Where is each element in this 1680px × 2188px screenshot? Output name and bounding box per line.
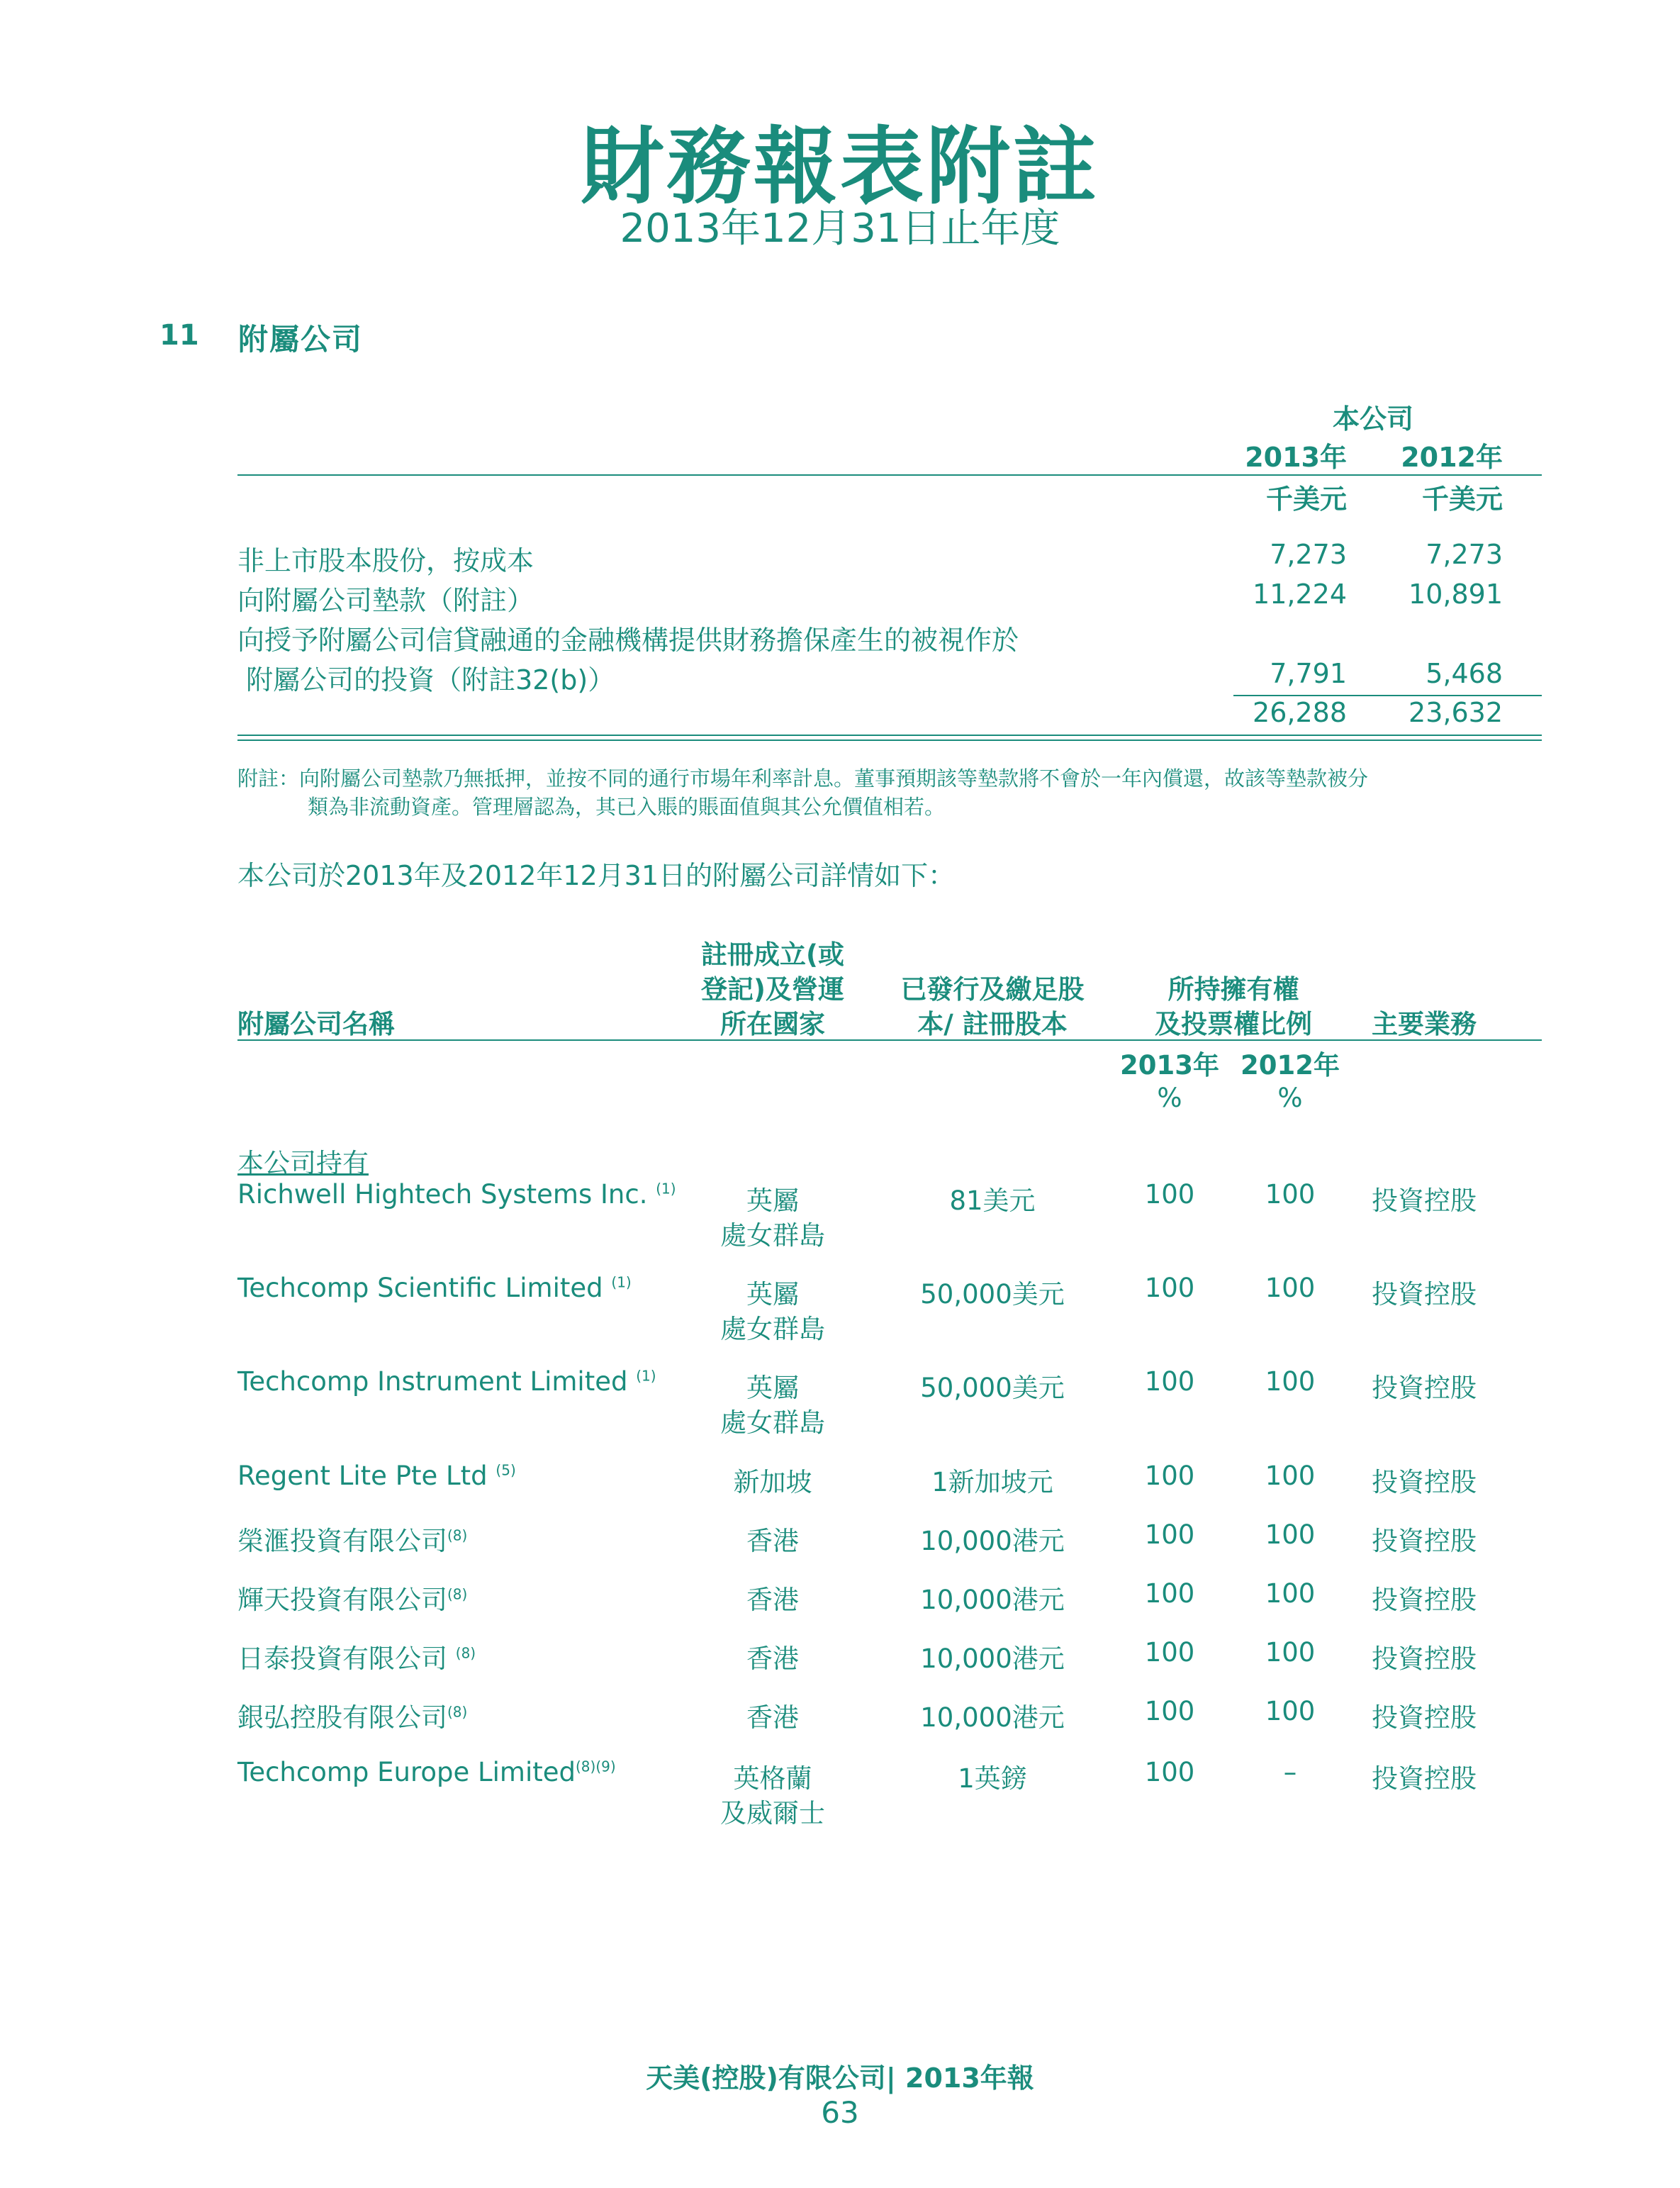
subsidiary-pct-2012: 100 xyxy=(1265,1179,1316,1210)
subsidiary-capital: 50,000美元 xyxy=(920,1279,1065,1310)
subsidiary-name: Techcomp Instrument Limited $^{(1)}$ xyxy=(237,1366,656,1397)
subsidiary-business: 投資控股 xyxy=(1372,1185,1477,1216)
col-header-pct: % xyxy=(1277,1083,1303,1113)
subsidiary-pct-2013: 100 xyxy=(1144,1519,1195,1550)
table1-row-value: 10,891 xyxy=(1409,579,1503,610)
subsidiary-name: 日泰投資有限公司 $^{(8)}$ xyxy=(237,1643,476,1674)
table1-row-value: 11,224 xyxy=(1253,579,1347,610)
col-header-country: 註冊成立(或 xyxy=(701,939,844,970)
subsidiary-name: Techcomp Scientific Limited $^{(1)}$ xyxy=(237,1273,632,1303)
subsidiary-business: 投資控股 xyxy=(1372,1763,1477,1794)
subsidiary-name: 輝天投資有限公司$^{(8)}$ xyxy=(237,1585,468,1615)
col-header-country: 登記)及營運 xyxy=(701,974,844,1005)
subsidiary-country: 處女群島 xyxy=(720,1407,825,1438)
subsidiary-business: 投資控股 xyxy=(1372,1585,1477,1615)
table1-header-rule xyxy=(237,474,1542,476)
col-header-country: 所在國家 xyxy=(720,1009,825,1039)
subsidiary-capital: 10,000港元 xyxy=(920,1585,1065,1615)
subsidiary-country: 英屬 xyxy=(746,1185,799,1216)
subtotal-rule xyxy=(1233,695,1542,696)
col-header-capital: 已發行及繳足股 xyxy=(900,974,1085,1005)
col-header-2012: 2012年 xyxy=(1241,1050,1340,1081)
table1-group-header: 本公司 xyxy=(1333,403,1414,435)
table1-year-2013: 2013年 xyxy=(1245,442,1347,473)
subsidiary-pct-2013: 100 xyxy=(1144,1179,1195,1210)
subsidiary-country: 新加坡 xyxy=(733,1467,812,1497)
section-number: 11 xyxy=(159,319,199,352)
subsidiary-pct-2013: 100 xyxy=(1144,1757,1195,1787)
subsidiary-pct-2013: 100 xyxy=(1144,1461,1195,1491)
subsidiary-pct-2012: – xyxy=(1283,1757,1297,1787)
subsidiary-country: 香港 xyxy=(746,1585,799,1615)
subsidiary-pct-2012: 100 xyxy=(1265,1578,1316,1609)
subsidiary-capital: 10,000港元 xyxy=(920,1526,1065,1556)
subsidiary-pct-2013: 100 xyxy=(1144,1273,1195,1303)
col-header-2013: 2013年 xyxy=(1120,1050,1219,1081)
section-title: 附屬公司 xyxy=(238,322,364,357)
col-header-capital: 本/ 註冊股本 xyxy=(917,1009,1068,1039)
table1-unit-2013: 千美元 xyxy=(1265,484,1347,515)
subsidiary-business: 投資控股 xyxy=(1372,1373,1477,1403)
table1-unit-2012: 千美元 xyxy=(1421,484,1503,515)
table1-row-label: 向附屬公司墊款（附註） xyxy=(237,585,534,616)
subsidiary-name: Regent Lite Pte Ltd $^{(5)}$ xyxy=(237,1461,516,1491)
note-line-2: 類為非流動資產。管理層認為，其已入賬的賬面值與其公允價值相若。 xyxy=(308,795,946,819)
table1-row-value: 7,273 xyxy=(1426,539,1503,570)
table1-row-value: 7,273 xyxy=(1270,539,1347,570)
subsidiary-capital: 1英鎊 xyxy=(958,1763,1027,1794)
subsidiary-pct-2013: 100 xyxy=(1144,1696,1195,1726)
col-header-ratio: 及投票權比例 xyxy=(1155,1009,1312,1039)
col-header-name: 附屬公司名稱 xyxy=(237,1009,395,1039)
subsidiary-business: 投資控股 xyxy=(1372,1702,1477,1733)
subsidiary-business: 投資控股 xyxy=(1372,1643,1477,1674)
subsidiary-capital: 81美元 xyxy=(949,1185,1036,1216)
subsidiary-country: 香港 xyxy=(746,1643,799,1674)
subsidiary-country: 處女群島 xyxy=(720,1314,825,1344)
col-header-pct: % xyxy=(1157,1083,1182,1113)
col-header-ratio: 所持擁有權 xyxy=(1167,974,1299,1005)
page-subtitle: 2013年12月31日止年度 xyxy=(620,206,1060,252)
subsidiary-country: 香港 xyxy=(746,1526,799,1556)
subsidiary-business: 投資控股 xyxy=(1372,1526,1477,1556)
subsidiary-pct-2012: 100 xyxy=(1265,1273,1316,1303)
table1-year-2012: 2012年 xyxy=(1401,442,1503,473)
table1-row-value: 5,468 xyxy=(1426,658,1503,689)
note-line-1: 附註：向附屬公司墊款乃無抵押，並按不同的通行市場年利率計息。董事預期該等墊款將不會於一年內償還，故該等墊款被分 xyxy=(237,766,1369,791)
subsidiary-pct-2013: 100 xyxy=(1144,1637,1195,1668)
subsidiary-country: 香港 xyxy=(746,1702,799,1733)
subsidiary-country: 英屬 xyxy=(746,1373,799,1403)
subsidiary-capital: 1新加坡元 xyxy=(931,1467,1053,1497)
page-number: 63 xyxy=(821,2095,859,2130)
subsidiary-country: 處女群島 xyxy=(720,1220,825,1251)
subsidiaries-intro: 本公司於2013年及2012年12月31日的附屬公司詳情如下： xyxy=(237,860,956,891)
subsidiary-name: 銀弘控股有限公司$^{(8)}$ xyxy=(237,1702,468,1733)
table1-row-label: 向授予附屬公司信貸融通的金融機構提供財務擔保產生的被視作於 xyxy=(237,625,1019,656)
table1-total-2013: 26,288 xyxy=(1253,697,1347,728)
total-rule-1 xyxy=(237,735,1542,736)
subsidiary-name: 榮滙投資有限公司$^{(8)}$ xyxy=(237,1526,468,1556)
table1-row-value: 7,791 xyxy=(1270,658,1347,689)
subsidiary-country: 及威爾士 xyxy=(720,1798,825,1829)
subsidiary-business: 投資控股 xyxy=(1372,1467,1477,1497)
subsidiary-country: 英格蘭 xyxy=(733,1763,812,1794)
table1-row-label: 非上市股本股份，按成本 xyxy=(237,545,534,576)
table1-row-label: 附屬公司的投資（附註32(b)） xyxy=(237,664,615,696)
subsidiary-name: Techcomp Europe Limited$^{(8)(9)}$ xyxy=(237,1757,616,1787)
total-rule-2 xyxy=(237,739,1542,741)
subsidiary-pct-2012: 100 xyxy=(1265,1366,1316,1397)
subsidiary-country: 英屬 xyxy=(746,1279,799,1310)
table2-header-rule xyxy=(237,1039,1542,1041)
subsidiary-pct-2013: 100 xyxy=(1144,1366,1195,1397)
footer-company: 天美(控股)有限公司| 2013年報 xyxy=(646,2063,1034,2094)
subsidiary-pct-2013: 100 xyxy=(1144,1578,1195,1609)
subsidiary-pct-2012: 100 xyxy=(1265,1461,1316,1491)
subsidiary-pct-2012: 100 xyxy=(1265,1637,1316,1668)
table1-total-2012: 23,632 xyxy=(1409,697,1503,728)
subsidiary-capital: 50,000美元 xyxy=(920,1373,1065,1403)
subsidiary-capital: 10,000港元 xyxy=(920,1643,1065,1674)
col-header-business: 主要業務 xyxy=(1372,1009,1477,1039)
group-label: 本公司持有 xyxy=(237,1148,369,1178)
subsidiary-pct-2012: 100 xyxy=(1265,1696,1316,1726)
subsidiary-pct-2012: 100 xyxy=(1265,1519,1316,1550)
subsidiary-capital: 10,000港元 xyxy=(920,1702,1065,1733)
page-title: 財務報表附註 xyxy=(580,118,1099,216)
subsidiary-business: 投資控股 xyxy=(1372,1279,1477,1310)
subsidiary-name: Richwell Hightech Systems Inc. $^{(1)}$ xyxy=(237,1179,676,1210)
